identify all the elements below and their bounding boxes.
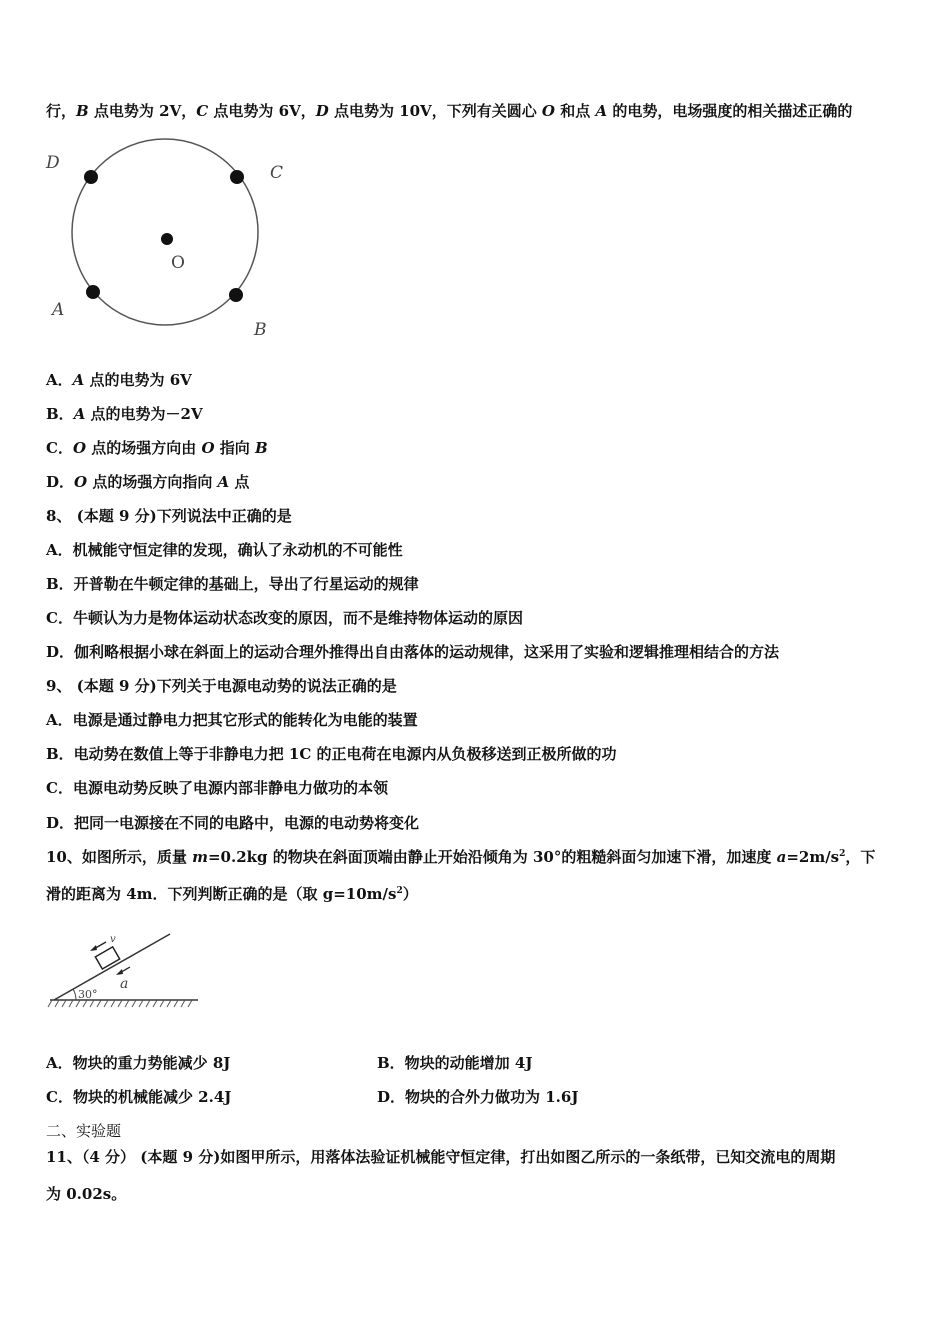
q8-option-c: C．牛顿认为力是物体运动状态改变的原因，而不是维持物体运动的原因 <box>46 609 523 627</box>
section-heading-experiment: 二、实验题 <box>46 1122 122 1140</box>
acceleration-label: a <box>120 976 129 992</box>
angle-label: 30° <box>78 988 98 1001</box>
label-B: B <box>254 320 267 340</box>
label-O: O <box>171 253 185 273</box>
q8-option-b: B．开普勒在牛顿定律的基础上，导出了行星运动的规律 <box>46 575 419 593</box>
label-A: A <box>52 300 65 320</box>
q10-stem-line2: 滑的距离为 4m．下列判断正确的是（取 $g=10m/s^2$） <box>46 885 418 903</box>
label-D: D <box>46 153 60 173</box>
q8-option-a: A．机械能守恒定律的发现，确认了永动机的不可能性 <box>46 541 403 559</box>
point-A <box>86 285 100 299</box>
q11-stem-line2: 为 0.02s。 <box>46 1185 127 1203</box>
q8-stem: 8、 (本题 9 分)下列说法中正确的是 <box>46 507 292 525</box>
velocity-label: v <box>110 934 116 945</box>
q7-stem: 行，B 点电势为 2V，C 点电势为 6V，D 点电势为 10V，下列有关圆心 O 和点 A 的电势，电场强度的相关描述正确的 <box>46 102 853 120</box>
label-C: C <box>270 163 284 183</box>
q9-stem: 9、 (本题 9 分)下列关于电源电动势的说法正确的是 <box>46 677 397 695</box>
q10-option-c: C．物块的机械能减少 2.4J <box>46 1088 232 1106</box>
q10-stem-line1: 10、如图所示，质量 m=0.2kg 的物块在斜面顶端由静止开始沿倾角为 30°的粗糙斜面匀加速下滑，加速度 $a=2m/s^2$，下 <box>46 848 876 866</box>
q9-option-a: A．电源是通过静电力把其它形式的能转化为电能的装置 <box>46 711 418 729</box>
q10-incline-figure <box>46 922 206 1022</box>
point-B <box>229 288 243 302</box>
q7-option-a: A．A 点的电势为 6V <box>46 371 192 389</box>
q7-option-d: D．O 点的场强方向指向 A 点 <box>46 473 250 491</box>
ground-hatching <box>48 1000 192 1007</box>
q7-circle-figure <box>40 135 300 345</box>
velocity-arrowhead <box>90 945 97 951</box>
point-O <box>161 233 173 245</box>
q9-option-b: B．电动势在数值上等于非静电力把 1C 的正电荷在电源内从负极移送到正极所做的功 <box>46 745 617 763</box>
q7-option-b: B．A 点的电势为－2V <box>46 405 203 423</box>
angle-arc <box>73 989 76 1000</box>
q10-option-d: D．物块的合外力做功为 1.6J <box>377 1088 579 1106</box>
block <box>95 947 119 969</box>
point-C <box>230 170 244 184</box>
q10-option-a: A．物块的重力势能减少 8J <box>46 1054 231 1072</box>
q7-option-c: C．O 点的场强方向由 O 指向 B <box>46 439 268 457</box>
q9-option-c: C．电源电动势反映了电源内部非静电力做功的本领 <box>46 779 388 797</box>
q8-option-d: D．伽利略根据小球在斜面上的运动合理外推得出自由落体的运动规律，这采用了实验和逻辑推理相结合的方法 <box>46 643 780 661</box>
point-D <box>84 170 98 184</box>
q10-option-b: B．物块的动能增加 4J <box>377 1054 533 1072</box>
q11-stem-line1: 11、（4 分） (本题 9 分)如图甲所示，用落体法验证机械能守恒定律，打出如图乙所示的一条纸带，已知交流电的周期 <box>46 1148 836 1166</box>
q9-option-d: D．把同一电源接在不同的电路中，电源的电动势将变化 <box>46 814 420 832</box>
acceleration-arrowhead <box>116 969 123 975</box>
